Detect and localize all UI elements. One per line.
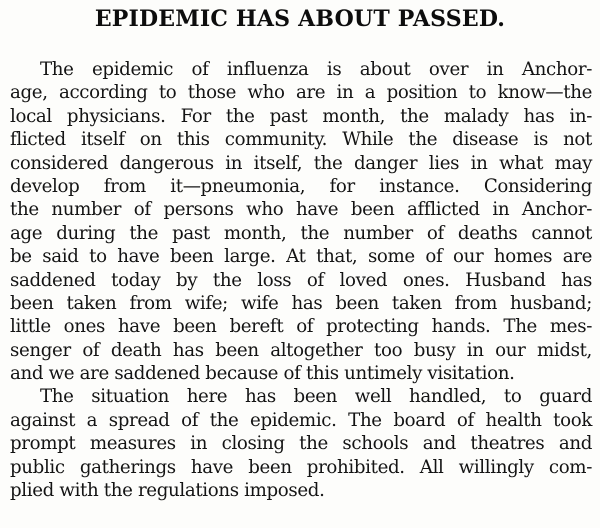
text-line: age, according to those who are in a position to know—the <box>10 82 592 104</box>
text-line: the number of persons who have been afflicted in Anchor- <box>10 199 592 221</box>
text-line: plied with the regulations imposed. <box>10 480 325 502</box>
text-line: The epidemic of influenza is about over in Anchor- <box>40 59 592 80</box>
text-line: been taken from wife; wife has been taken from husband; <box>10 292 592 314</box>
text-line: flicted itself on this community. While the disease is not <box>10 129 592 151</box>
text-line: saddened today by the loss of loved ones. Husband has <box>10 269 592 291</box>
text-line: develop from it—pneumonia, for instance. Considering <box>10 175 592 197</box>
text-line: and we are saddened because of this untimely visitation. <box>10 363 515 385</box>
article-body <box>10 58 592 502</box>
headline: EPIDEMIC HAS ABOUT PASSED. <box>94 6 506 32</box>
text-line: little ones have been bereft of protecting hands. The mes- <box>10 316 592 338</box>
text-line: The situation here has been well handled, to guard <box>40 386 592 408</box>
paragraph-2 <box>10 385 592 502</box>
text-line: considered dangerous in itself, the danger lies in what may <box>10 152 592 174</box>
text-line: public gatherings have been prohibited. All willingly com- <box>10 456 592 478</box>
text-line: against a spread of the epidemic. The board of health took <box>10 409 592 431</box>
paragraph-1 <box>10 58 592 385</box>
text-line: local physicians. For the past month, the malady has in- <box>10 105 592 127</box>
text-line: be said to have been large. At that, some of our homes are <box>10 246 592 268</box>
text-line: prompt measures in closing the schools and theatres and <box>10 433 592 455</box>
text-line: senger of death has been altogether too busy in our midst, <box>10 339 592 361</box>
text-line: age during the past month, the number of deaths cannot <box>10 222 592 244</box>
